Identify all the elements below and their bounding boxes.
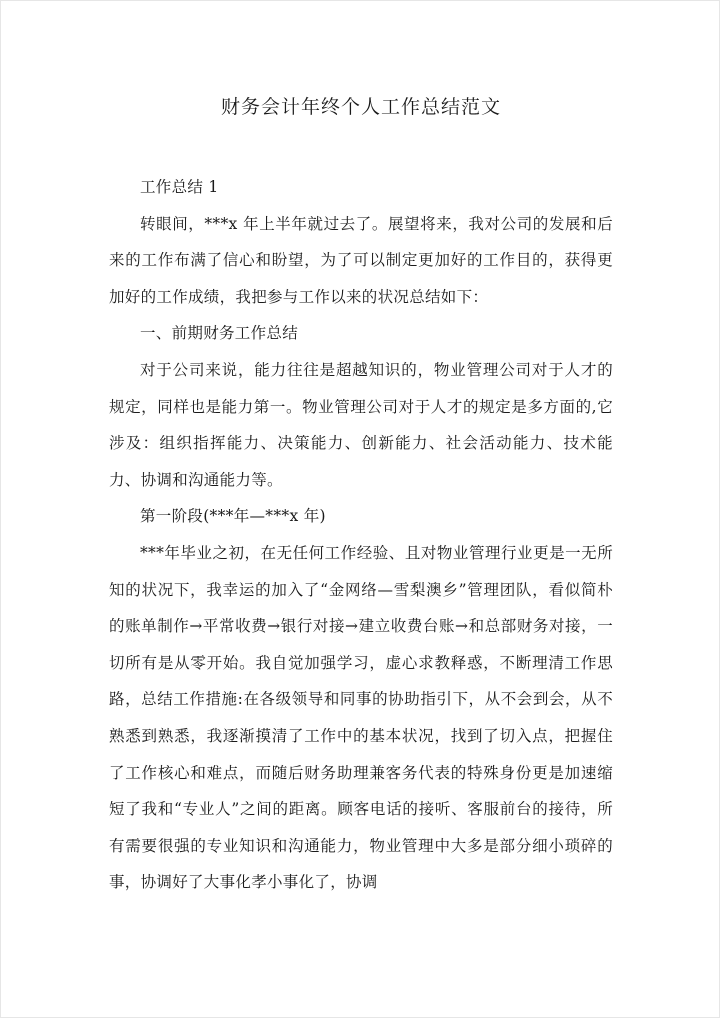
- section-heading-early-finance: 一、前期财务工作总结: [140, 324, 299, 343]
- stage-one-paragraph: ***年毕业之初，在无任何工作经验、且对物业管理行业更是一无所知的状况下，我幸运的加入了“金网络—雪梨澳乡”管理团队，看似简朴的账单制作→平常收费→银行对接→建立收费台账→和总部财务对接，一切所有是从零开始。我自觉加强学习，虚心求教释惑，不断理清工作思路，总结工作措施:在各级领导和同事的协助指引下，从不会到会，从不熟悉到熟悉，我逐渐摸清了工作中的基本状况，找到了切入点，把握住了工作核心和难点，而随后财务助理兼客务代表的特殊身份更是加速缩短了我和“专业人”之间的距离。顾客电话的接听、客服前台的接待，所有需要很强的专业知识和沟通能力，物业管理中大多是部分细小琐碎的事，协调好了大事化孝小事化了，协调: [109, 543, 613, 892]
- ability-paragraph: 对于公司来说，能力往往是超越知识的，物业管理公司对于人才的规定，同样也是能力第一。物业管理公司对于人才的规定是多方面的,它涉及：组织指挥能力、决策能力、创新能力、社会活动能力、技术能力、协调和沟通能力等。: [109, 360, 613, 489]
- stage-one-heading: 第一阶段(***年—***x 年): [140, 507, 326, 526]
- section-heading-summary-1: 工作总结 1: [140, 178, 219, 196]
- document-title: 财务会计年终个人工作总结范文: [220, 96, 501, 118]
- intro-paragraph: 转眼间，***x 年上半年就过去了。展望将来，我对公司的发展和后来的工作布满了信心和盼望，为了可以制定更加好的工作目的，获得更加好的工作成绩，我把参与工作以来的状况总结如下：: [109, 214, 613, 306]
- document-body: [109, 169, 613, 901]
